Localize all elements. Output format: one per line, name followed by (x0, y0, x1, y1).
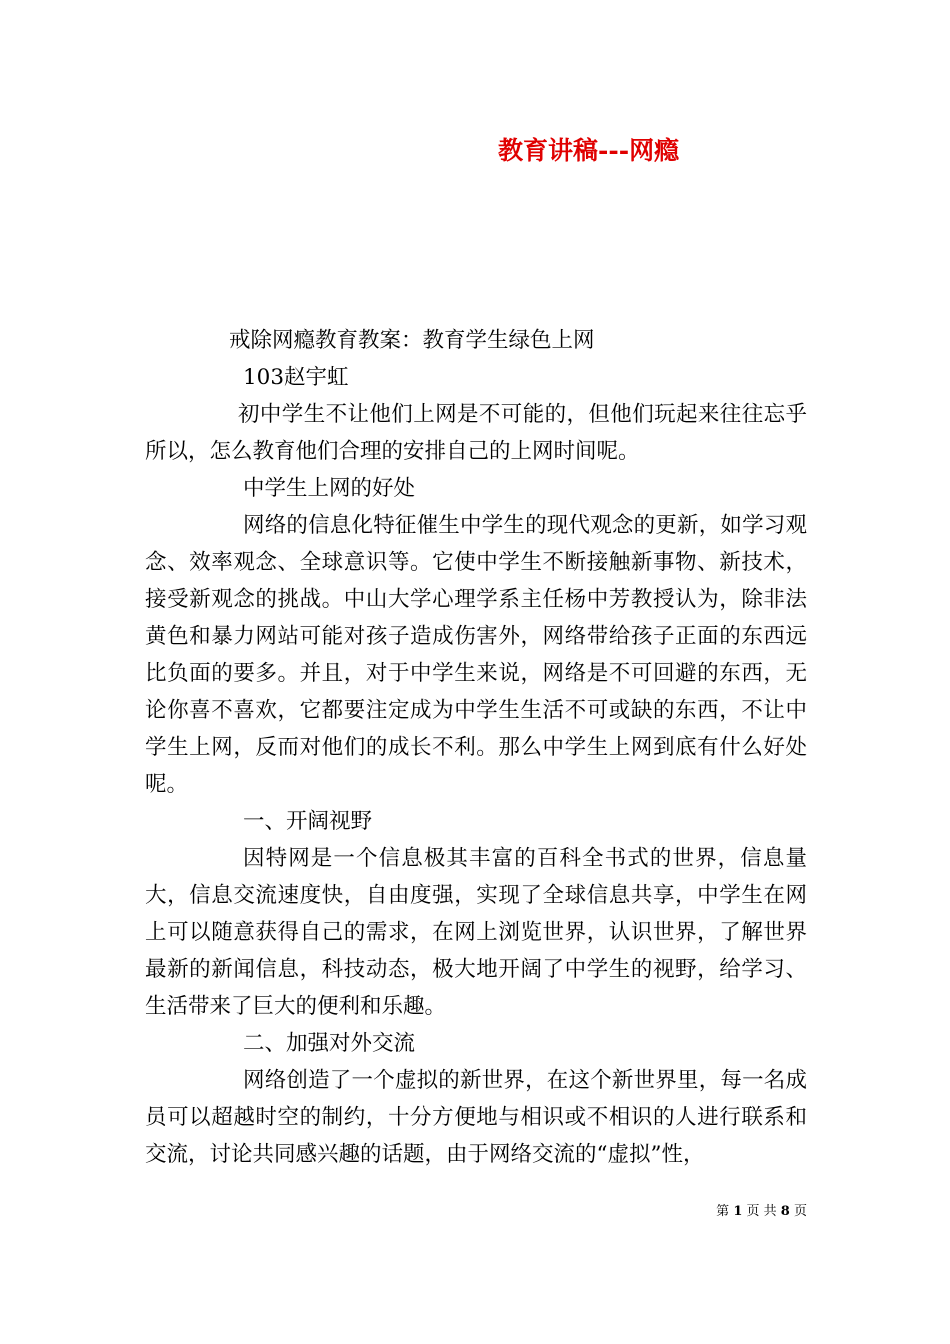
page-footer (716, 1203, 807, 1221)
intro-paragraph: 初中学生不让他们上网是不可能的，但他们玩起来往往忘乎所以，怎么教育他们合理的安排自己的上网时间呢。 (145, 402, 807, 464)
author-line: 103赵宇虹 (243, 365, 349, 390)
subheading-broaden-horizons: 一、开阔视野 (243, 809, 373, 834)
lesson-plan-heading: 戒除网瘾教育教案：教育学生绿色上网 (229, 328, 595, 353)
footer-current-page: 1 (733, 1204, 743, 1219)
footer-prefix: 第 (716, 1204, 730, 1219)
benefits-paragraph: 网络的信息化特征催生中学生的现代观念的更新，如学习观念、效率观念、全球意识等。它使中学生不断接触新事物、新技术，接受新观念的挑战。中山大学心理学系主任杨中芳教授认为，除非法黄色和暴力网站可能对孩子造成伤害外，网络带给孩子正面的东西远比负面的要多。并且，对于中学生来说，网络是不可回避的东西，无论你喜不喜欢，它都要注定成为中学生生活不可或缺的东西，不让中学生上网，反而对他们的成长不利。那么中学生上网到底有什么好处呢。 (145, 513, 807, 797)
section-heading-benefits: 中学生上网的好处 (243, 476, 416, 501)
footer-total-pages: 8 (780, 1204, 790, 1219)
footer-suffix: 页 (793, 1204, 807, 1219)
broaden-horizons-paragraph: 因特网是一个信息极其丰富的百科全书式的世界，信息量大，信息交流速度快，自由度强，实现了全球信息共享，中学生在网上可以随意获得自己的需求，在网上浏览世界，认识世界，了解世界最新的新闻信息，科技动态，极大地开阔了中学生的视野，给学习、生活带来了巨大的便利和乐趣。 (145, 846, 807, 1019)
communication-paragraph: 网络创造了一个虚拟的新世界，在这个新世界里，每一名成员可以超越时空的制约，十分方便地与相识或不相识的人进行联系和交流，讨论共同感兴趣的话题，由于网络交流的“虚拟”性， (145, 1068, 807, 1167)
footer-middle: 页 共 (746, 1204, 777, 1219)
document-title: 教育讲稿---网瘾 (498, 136, 680, 165)
subheading-communication: 二、加强对外交流 (243, 1031, 416, 1056)
document-body (145, 322, 807, 1173)
